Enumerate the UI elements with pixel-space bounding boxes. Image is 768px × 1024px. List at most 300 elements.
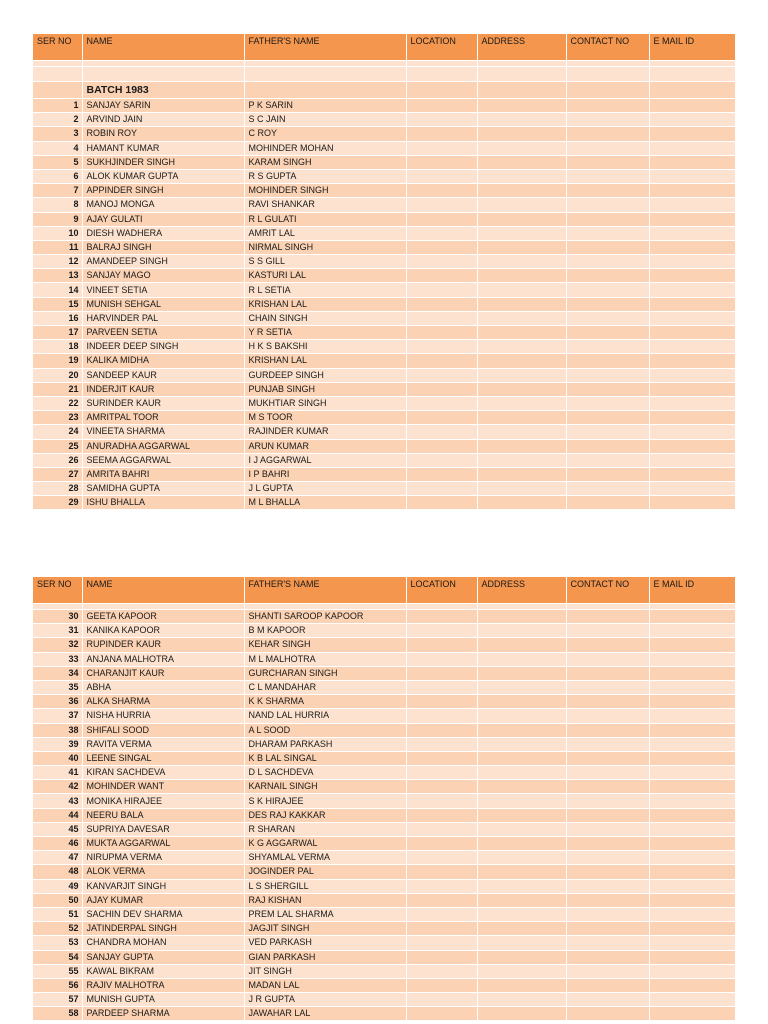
fathers-name-cell: GURDEEP SINGH (244, 368, 406, 382)
fathers-name-cell: M S TOOR (244, 411, 406, 425)
name-cell: PARVEEN SETIA (82, 326, 244, 340)
email-id-cell (649, 496, 735, 510)
location-cell (406, 751, 477, 765)
address-cell (477, 184, 566, 198)
name-cell: NIRUPMA VERMA (82, 851, 244, 865)
contact-no-cell (566, 964, 649, 978)
fathers-name-cell: PUNJAB SINGH (244, 382, 406, 396)
location-cell (406, 723, 477, 737)
fathers-name-cell: I P BAHRI (244, 467, 406, 481)
location-cell (406, 964, 477, 978)
ser-no-cell: 37 (33, 709, 82, 723)
contact-no-cell (566, 794, 649, 808)
table-row (33, 893, 735, 907)
location-cell (406, 453, 477, 467)
fathers-name-cell: R S GUPTA (244, 169, 406, 183)
fathers-name-cell: M L BHALLA (244, 496, 406, 510)
email-id-cell (649, 993, 735, 1007)
header-ser-no: SER NO (33, 34, 82, 61)
name-cell: GEETA KAPOOR (82, 610, 244, 624)
address-cell (477, 453, 566, 467)
location-cell (406, 766, 477, 780)
contact-no-cell (566, 297, 649, 311)
table-row (33, 425, 735, 439)
fathers-name-cell: GURCHARAN SINGH (244, 666, 406, 680)
address-cell (477, 666, 566, 680)
name-cell: SUPRIYA DAVESAR (82, 822, 244, 836)
contact-no-cell (566, 368, 649, 382)
contact-no-cell (566, 141, 649, 155)
contact-no-cell (566, 255, 649, 269)
email-id-cell (649, 226, 735, 240)
location-cell (406, 169, 477, 183)
location-cell (406, 808, 477, 822)
contact-no-cell (566, 226, 649, 240)
fathers-name-cell: J L GUPTA (244, 482, 406, 496)
location-cell (406, 893, 477, 907)
address-cell (477, 766, 566, 780)
location-cell (406, 283, 477, 297)
ser-no-cell: 11 (33, 240, 82, 254)
name-cell: KAWAL BIKRAM (82, 964, 244, 978)
table-row (33, 354, 735, 368)
name-cell: RAVITA VERMA (82, 737, 244, 751)
header-row (33, 577, 735, 604)
location-cell (406, 467, 477, 481)
table-row (33, 269, 735, 283)
address-cell (477, 496, 566, 510)
contact-no-cell (566, 198, 649, 212)
ser-no-cell: 17 (33, 326, 82, 340)
email-id-cell (649, 453, 735, 467)
ser-no-cell: 8 (33, 198, 82, 212)
name-cell: APPINDER SINGH (82, 184, 244, 198)
email-id-cell (649, 950, 735, 964)
table-row (33, 837, 735, 851)
table-row (33, 297, 735, 311)
address-cell (477, 893, 566, 907)
email-id-cell (649, 837, 735, 851)
address-cell (477, 382, 566, 396)
contact-no-cell (566, 780, 649, 794)
address-cell (477, 610, 566, 624)
name-cell: SHIFALI SOOD (82, 723, 244, 737)
name-cell: MONIKA HIRAJEE (82, 794, 244, 808)
contact-no-cell (566, 496, 649, 510)
location-cell (406, 255, 477, 269)
fathers-name-cell: L S SHERGILL (244, 879, 406, 893)
fathers-name-cell: S S GILL (244, 255, 406, 269)
email-id-cell (649, 794, 735, 808)
address-cell (477, 624, 566, 638)
address-cell (477, 709, 566, 723)
name-cell: JATINDERPAL SINGH (82, 922, 244, 936)
contact-no-cell (566, 99, 649, 113)
email-id-cell (649, 382, 735, 396)
fathers-name-cell: AMRIT LAL (244, 226, 406, 240)
contact-no-cell (566, 326, 649, 340)
ser-no-cell: 12 (33, 255, 82, 269)
location-cell (406, 978, 477, 992)
address-cell (477, 723, 566, 737)
ser-no-cell: 41 (33, 766, 82, 780)
address-cell (477, 396, 566, 410)
name-cell: NISHA HURRIA (82, 709, 244, 723)
location-cell (406, 879, 477, 893)
location-cell (406, 695, 477, 709)
email-id-cell (649, 141, 735, 155)
contact-no-cell (566, 893, 649, 907)
address-cell (477, 737, 566, 751)
location-cell (406, 794, 477, 808)
email-id-cell (649, 893, 735, 907)
address-cell (477, 751, 566, 765)
address-cell (477, 993, 566, 1007)
ser-no-cell: 46 (33, 837, 82, 851)
table-row (33, 751, 735, 765)
table-row (33, 411, 735, 425)
email-id-cell (649, 283, 735, 297)
contact-no-cell (566, 638, 649, 652)
address-cell (477, 311, 566, 325)
name-cell: BALRAJ SINGH (82, 240, 244, 254)
fathers-name-cell: CHAIN SINGH (244, 311, 406, 325)
ser-no-cell: 44 (33, 808, 82, 822)
address-cell (477, 297, 566, 311)
ser-no-cell: 35 (33, 680, 82, 694)
table-row (33, 467, 735, 481)
fathers-name-cell: RAJ KISHAN (244, 893, 406, 907)
fathers-name-cell: Y R SETIA (244, 326, 406, 340)
ser-no-cell: 57 (33, 993, 82, 1007)
contact-no-cell (566, 879, 649, 893)
email-id-cell (649, 865, 735, 879)
email-id-cell (649, 184, 735, 198)
contact-no-cell (566, 907, 649, 921)
name-cell: ALKA SHARMA (82, 695, 244, 709)
address-cell (477, 113, 566, 127)
address-cell (477, 269, 566, 283)
contact-no-cell (566, 680, 649, 694)
name-cell: SAMIDHA GUPTA (82, 482, 244, 496)
ser-no-cell: 50 (33, 893, 82, 907)
ser-no-cell: 42 (33, 780, 82, 794)
name-cell: ALOK KUMAR GUPTA (82, 169, 244, 183)
fathers-name-cell: SHYAMLAL VERMA (244, 851, 406, 865)
name-cell: INDEER DEEP SINGH (82, 340, 244, 354)
name-cell: AMANDEEP SINGH (82, 255, 244, 269)
ser-no-cell: 14 (33, 283, 82, 297)
table-row (33, 496, 735, 510)
batch-label: BATCH 1983 (82, 82, 244, 99)
name-cell: SUKHJINDER SINGH (82, 155, 244, 169)
table-row (33, 709, 735, 723)
table-row (33, 453, 735, 467)
fathers-name-cell: DHARAM PARKASH (244, 737, 406, 751)
name-cell: ALOK VERMA (82, 865, 244, 879)
table-row (33, 652, 735, 666)
table-row (33, 624, 735, 638)
contact-no-cell (566, 624, 649, 638)
address-cell (477, 1007, 566, 1021)
location-cell (406, 837, 477, 851)
ser-no-cell: 40 (33, 751, 82, 765)
email-id-cell (649, 255, 735, 269)
contact-no-cell (566, 425, 649, 439)
ser-no-cell: 51 (33, 907, 82, 921)
name-cell: SANJAY GUPTA (82, 950, 244, 964)
ser-no-cell: 6 (33, 169, 82, 183)
ser-no-cell: 36 (33, 695, 82, 709)
name-cell: CHARANJIT KAUR (82, 666, 244, 680)
fathers-name-cell: R L GULATI (244, 212, 406, 226)
table-row (33, 808, 735, 822)
ser-no-cell: 13 (33, 269, 82, 283)
contact-no-cell (566, 709, 649, 723)
email-id-cell (649, 340, 735, 354)
ser-no-cell: 28 (33, 482, 82, 496)
fathers-name-cell: R SHARAN (244, 822, 406, 836)
location-cell (406, 311, 477, 325)
name-cell: CHANDRA MOHAN (82, 936, 244, 950)
address-cell (477, 368, 566, 382)
email-id-cell (649, 482, 735, 496)
location-cell (406, 240, 477, 254)
email-id-cell (649, 879, 735, 893)
email-id-cell (649, 396, 735, 410)
email-id-cell (649, 922, 735, 936)
fathers-name-cell: PREM LAL SHARMA (244, 907, 406, 921)
contact-no-cell (566, 113, 649, 127)
contact-no-cell (566, 851, 649, 865)
location-cell (406, 1007, 477, 1021)
address-cell (477, 198, 566, 212)
name-cell: ISHU BHALLA (82, 496, 244, 510)
location-cell (406, 198, 477, 212)
ser-no-cell: 34 (33, 666, 82, 680)
header-name: NAME (82, 577, 244, 604)
name-cell: ARVIND JAIN (82, 113, 244, 127)
table-row (33, 155, 735, 169)
table-row (33, 113, 735, 127)
email-id-cell (649, 680, 735, 694)
email-id-cell (649, 652, 735, 666)
ser-no-cell: 9 (33, 212, 82, 226)
address-cell (477, 936, 566, 950)
address-cell (477, 482, 566, 496)
fathers-name-cell: M L MALHOTRA (244, 652, 406, 666)
location-cell (406, 638, 477, 652)
ser-no-cell: 45 (33, 822, 82, 836)
fathers-name-cell: GIAN PARKASH (244, 950, 406, 964)
contact-no-cell (566, 751, 649, 765)
address-cell (477, 822, 566, 836)
header-ser-no: SER NO (33, 577, 82, 604)
fathers-name-cell: C L MANDAHAR (244, 680, 406, 694)
email-id-cell (649, 638, 735, 652)
email-id-cell (649, 780, 735, 794)
fathers-name-cell: JAGJIT SINGH (244, 922, 406, 936)
location-cell (406, 709, 477, 723)
ser-no-cell: 19 (33, 354, 82, 368)
table-row (33, 1007, 735, 1021)
email-id-cell (649, 1007, 735, 1021)
contact-no-cell (566, 723, 649, 737)
name-cell: SACHIN DEV SHARMA (82, 907, 244, 921)
header-location: LOCATION (406, 577, 477, 604)
contact-no-cell (566, 666, 649, 680)
address-cell (477, 439, 566, 453)
address-cell (477, 226, 566, 240)
location-cell (406, 99, 477, 113)
table-row (33, 610, 735, 624)
ser-no-cell: 18 (33, 340, 82, 354)
name-cell: KANVARJIT SINGH (82, 879, 244, 893)
table-row (33, 978, 735, 992)
email-id-cell (649, 297, 735, 311)
table-row (33, 964, 735, 978)
table-row (33, 141, 735, 155)
contact-no-cell (566, 978, 649, 992)
fathers-name-cell: J R GUPTA (244, 993, 406, 1007)
address-cell (477, 99, 566, 113)
location-cell (406, 666, 477, 680)
ser-no-cell: 4 (33, 141, 82, 155)
email-id-cell (649, 326, 735, 340)
email-id-cell (649, 269, 735, 283)
table-row (33, 695, 735, 709)
email-id-cell (649, 212, 735, 226)
ser-no-cell: 22 (33, 396, 82, 410)
email-id-cell (649, 467, 735, 481)
location-cell (406, 950, 477, 964)
name-cell: AJAY KUMAR (82, 893, 244, 907)
address-cell (477, 837, 566, 851)
location-cell (406, 155, 477, 169)
table-row (33, 766, 735, 780)
header-location: LOCATION (406, 34, 477, 61)
table-row (33, 638, 735, 652)
table-row (33, 212, 735, 226)
name-cell: ANURADHA AGGARWAL (82, 439, 244, 453)
table-row (33, 482, 735, 496)
table-row (33, 723, 735, 737)
location-cell (406, 368, 477, 382)
fathers-name-cell: JAWAHAR LAL (244, 1007, 406, 1021)
ser-no-cell: 1 (33, 99, 82, 113)
address-cell (477, 695, 566, 709)
table-row (33, 99, 735, 113)
name-cell: LEENE SINGAL (82, 751, 244, 765)
ser-no-cell: 48 (33, 865, 82, 879)
fathers-name-cell: KARNAIL SINGH (244, 780, 406, 794)
ser-no-cell: 32 (33, 638, 82, 652)
email-id-cell (649, 822, 735, 836)
contact-no-cell (566, 482, 649, 496)
table-row (33, 368, 735, 382)
name-cell: MANOJ MONGA (82, 198, 244, 212)
fathers-name-cell: KEHAR SINGH (244, 638, 406, 652)
ser-no-cell: 21 (33, 382, 82, 396)
location-cell (406, 680, 477, 694)
fathers-name-cell: VED PARKASH (244, 936, 406, 950)
name-cell: MOHINDER WANT (82, 780, 244, 794)
header-address: ADDRESS (477, 34, 566, 61)
contact-no-cell (566, 652, 649, 666)
contact-no-cell (566, 311, 649, 325)
contact-no-cell (566, 155, 649, 169)
fathers-name-cell: P K SARIN (244, 99, 406, 113)
ser-no-cell: 33 (33, 652, 82, 666)
name-cell: KALIKA MIDHA (82, 354, 244, 368)
name-cell: SANJAY MAGO (82, 269, 244, 283)
fathers-name-cell: K G AGGARWAL (244, 837, 406, 851)
email-id-cell (649, 368, 735, 382)
fathers-name-cell: KRISHAN LAL (244, 354, 406, 368)
name-cell: MUNISH SEHGAL (82, 297, 244, 311)
address-cell (477, 212, 566, 226)
name-cell: SURINDER KAUR (82, 396, 244, 410)
address-cell (477, 680, 566, 694)
table-row (33, 780, 735, 794)
fathers-name-cell: MOHINDER MOHAN (244, 141, 406, 155)
ser-no-cell: 5 (33, 155, 82, 169)
name-cell: HAMANT KUMAR (82, 141, 244, 155)
ser-no-cell: 10 (33, 226, 82, 240)
contact-no-cell (566, 127, 649, 141)
table-row (33, 950, 735, 964)
ser-no-cell: 15 (33, 297, 82, 311)
table-row (33, 737, 735, 751)
fathers-name-cell: SHANTI SAROOP KAPOOR (244, 610, 406, 624)
address-cell (477, 283, 566, 297)
ser-no-cell: 2 (33, 113, 82, 127)
location-cell (406, 865, 477, 879)
table-row (33, 439, 735, 453)
name-cell: ROBIN ROY (82, 127, 244, 141)
name-cell: SANJAY SARIN (82, 99, 244, 113)
address-cell (477, 127, 566, 141)
table-row (33, 993, 735, 1007)
location-cell (406, 396, 477, 410)
contact-no-cell (566, 439, 649, 453)
contact-no-cell (566, 283, 649, 297)
fathers-name-cell: C ROY (244, 127, 406, 141)
contact-no-cell (566, 766, 649, 780)
address-cell (477, 879, 566, 893)
location-cell (406, 907, 477, 921)
name-cell: AJAY GULATI (82, 212, 244, 226)
name-cell: RAJIV MALHOTRA (82, 978, 244, 992)
name-cell: NEERU BALA (82, 808, 244, 822)
contact-no-cell (566, 396, 649, 410)
fathers-name-cell: K B LAL SINGAL (244, 751, 406, 765)
address-cell (477, 652, 566, 666)
email-id-cell (649, 737, 735, 751)
fathers-name-cell: RAJINDER KUMAR (244, 425, 406, 439)
ser-no-cell: 24 (33, 425, 82, 439)
location-cell (406, 269, 477, 283)
header-email-id: E MAIL ID (649, 34, 735, 61)
location-cell (406, 624, 477, 638)
name-cell: VINEETA SHARMA (82, 425, 244, 439)
name-cell: KANIKA KAPOOR (82, 624, 244, 638)
blank-row (33, 67, 735, 82)
location-cell (406, 184, 477, 198)
ser-no-cell: 27 (33, 467, 82, 481)
address-cell (477, 326, 566, 340)
contact-no-cell (566, 822, 649, 836)
